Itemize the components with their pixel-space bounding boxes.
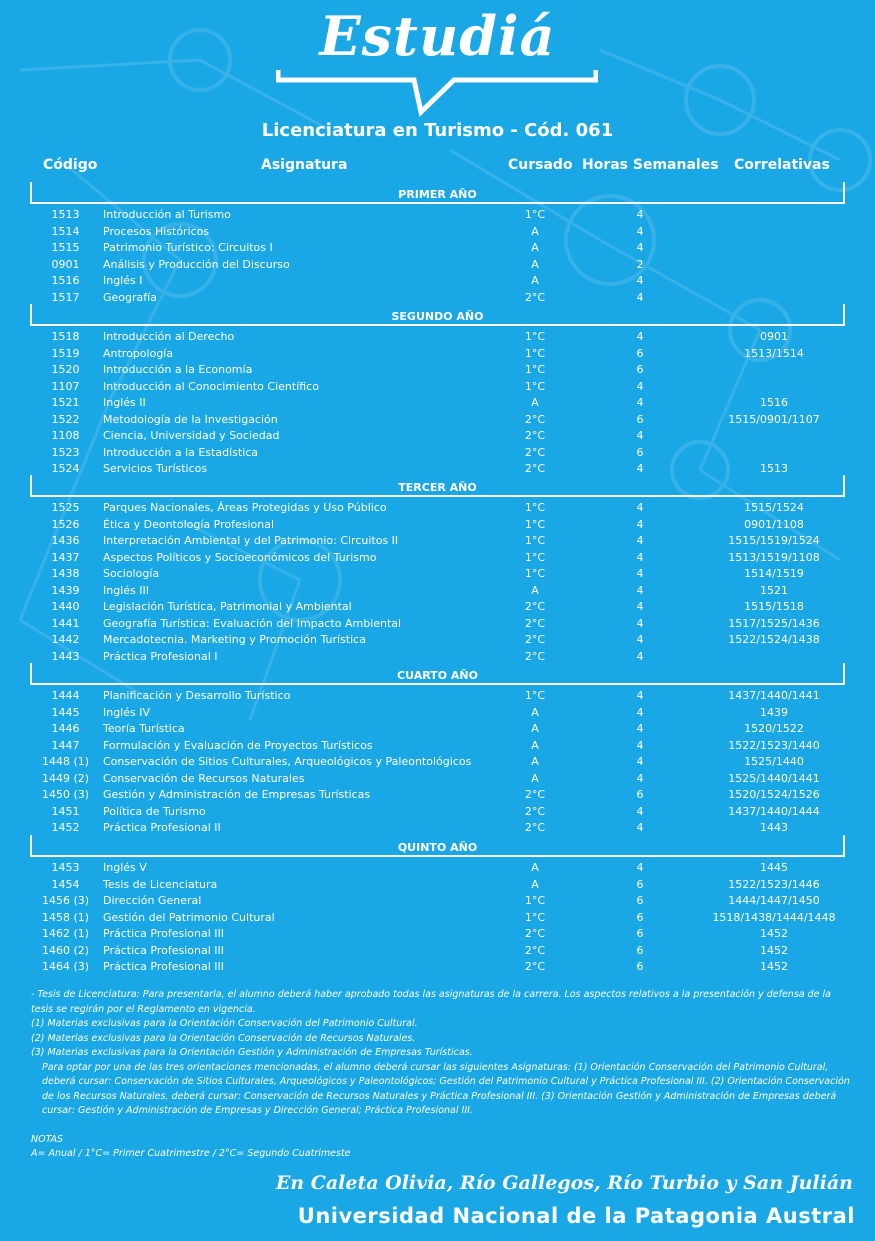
subject-cursado: A [531,771,539,785]
subject-cursado: 1°C [524,567,546,580]
subject-name: Inglés III [103,583,149,597]
table-row [0,739,875,755]
subject-hours: 6 [636,788,644,801]
subject-code: 1456 (3) [41,894,90,907]
subject-correlativas: 1445 [760,861,788,874]
subject-correlativas: 1514/1519 [744,567,804,580]
table-row [0,617,875,633]
subject-cursado: 2°C [524,290,546,304]
subject-code: 0901 [51,257,80,271]
subject-cursado: 2°C [524,960,546,973]
subject-code: 1513 [51,208,80,221]
subject-code: 1514 [51,224,80,238]
subject-hours: 4 [636,517,644,531]
subject-cursado: 2°C [524,462,546,475]
subject-cursado: 1°C [524,379,546,393]
subject-correlativas: 1520/1522 [744,722,804,735]
notes-title: NOTAS [31,1133,64,1145]
subject-correlativas: 1437/1440/1441 [728,689,820,702]
subject-correlativas: 1521 [760,583,788,597]
subject-name: Metodología de la Investigación [103,412,278,426]
table-row [0,208,875,224]
subject-name: Práctica Profesional III [103,927,225,940]
header-logo [0,0,875,120]
subject-code: 1524 [51,462,80,475]
subject-cursado: 1°C [524,208,546,221]
subject-name: Parques Nacionales, Áreas Protegidas y Uso Público [103,501,387,514]
subject-cursado: 2°C [524,600,546,613]
subject-correlativas: 0901 [760,330,788,343]
table-row [0,894,875,910]
table-row [0,927,875,943]
subject-code: 1515 [51,241,80,254]
subject-name: Introducción al Derecho [103,330,235,343]
table-row [0,944,875,960]
subject-hours: 4 [636,804,644,818]
subject-hours: 4 [636,738,644,752]
subject-name: Análisis y Producción del Discurso [103,257,290,271]
subject-hours: 6 [636,910,644,924]
subject-hours: 4 [636,379,644,393]
year-title: PRIMER AÑO [398,188,477,201]
table-row [0,722,875,738]
subject-cursado: A [531,738,539,752]
subject-name: Práctica Profesional I [103,649,218,663]
note-orientation: Para optar por una de las tres orientaciones mencionadas, el alumno deberá cursar las siguientes Asignaturas: (1) Orientación Conservación del Patrimonio Cultural, deberá cursar: Conservación de Sitios Culturales, Arqueológicos y Paleontológicos; Gestión del Patrimonio Cultural y Práctica Profesional III. (2) Orientación Conservación de los Recursos Naturales, deberá cursar: Conservación de Recursos Naturales y Práctica Profesional III. (3) Orientación Gestión y Administración de Empresas deberá cursar: Gestión y Administración de Empresas y Dirección General; Práctica Profesional III. [42,1061,850,1116]
subject-hours: 6 [636,943,644,957]
year-title: TERCER AÑO [398,481,477,494]
subject-correlativas: 1515/1524 [744,501,804,514]
subject-correlativas: 1513 [760,462,788,475]
subject-hours: 4 [636,722,644,735]
subject-name: Antropología [103,346,174,360]
subject-code: 1440 [51,600,80,613]
table-row [0,633,875,649]
subject-cursado: A [531,877,539,891]
subject-hours: 4 [636,705,644,719]
subject-name: Introducción al Turismo [103,208,231,221]
subject-name: Mercadotecnia. Marketing y Promoción Turística [103,633,366,646]
subject-name: Sociología [103,567,160,580]
subject-hours: 4 [636,241,644,254]
subject-code: 1453 [51,861,80,874]
subject-code: 1462 (1) [41,927,90,940]
subject-hours: 4 [636,208,644,221]
subject-name: Geografía [103,290,157,304]
subject-code: 1519 [51,346,80,360]
subject-hours: 6 [636,927,644,940]
subject-correlativas: 1513/1514 [744,346,804,360]
notes-legend: A= Anual / 1°C= Primer Cuatrimestre / 2°C= Segundo Cuatrimeste [31,1148,351,1159]
subject-correlativas: 1525/1440 [744,755,804,768]
subject-cursado: A [531,241,539,254]
subject-hours: 4 [636,330,644,343]
subject-hours: 4 [636,396,644,409]
table-row [0,446,875,462]
subject-cursado: 2°C [524,788,546,801]
subject-code: 1436 [51,534,80,547]
subject-hours: 4 [636,771,644,785]
subject-hours: 4 [636,755,644,768]
table-row [0,805,875,821]
subject-code: 1446 [51,722,80,735]
column-header-cursado: Cursado [508,157,573,173]
subject-code: 1442 [51,633,80,646]
subject-name: Interpretación Ambiental y del Patrimonio: Circuitos II [103,534,399,547]
subject-name: Aspectos Políticos y Socioeconómicos del Turismo [103,550,377,564]
subject-name: Tesis de Licenciatura [103,877,218,891]
subject-name: Gestión del Patrimonio Cultural [103,910,275,924]
column-header-hours: Horas Semanales [582,157,719,173]
subject-hours: 4 [636,534,644,547]
subject-cursado: A [531,705,539,719]
subject-code: 1451 [51,804,80,818]
subject-correlativas: 1518/1438/1444/1448 [712,910,836,924]
table-row [0,380,875,396]
subject-cursado: A [531,583,539,597]
table-row [0,258,875,274]
subject-name: Conservación de Sitios Culturales, Arqueológicos y Paleontológicos [103,755,472,768]
subject-cursado: A [531,224,539,238]
subject-code: 1452 [51,821,80,834]
subject-cursado: 2°C [524,804,546,818]
subject-name: Política de Turismo [103,804,206,818]
subject-code: 1518 [51,330,80,343]
subject-code: 1526 [51,517,80,531]
subject-code: 1521 [51,396,80,409]
subject-hours: 6 [636,412,644,426]
subject-name: Introducción al Conocimiento Científico [103,379,319,393]
note-3: (3) Materias exclusivas para la Orientación Gestión y Administración de Empresas Turísticas. [31,1047,473,1058]
subject-correlativas: 1516 [760,396,788,409]
subject-cursado: 1°C [524,550,546,564]
subject-hours: 4 [636,501,644,514]
subject-name: Inglés V [103,861,147,874]
subject-cursado: 1°C [524,346,546,360]
table-row [0,960,875,976]
table-row [0,600,875,616]
subject-name: Geografía Turística: Evaluación del Impacto Ambiental [103,616,402,630]
subject-code: 1517 [51,290,80,304]
column-header-correlativas: Correlativas [734,157,830,173]
subject-cursado: 1°C [524,517,546,531]
subject-correlativas: 1444/1447/1450 [728,894,820,907]
footer-university: Universidad Nacional de la Patagonia Austral [297,1204,855,1228]
table-row [0,347,875,363]
table-row [0,878,875,894]
subject-correlativas: 1437/1440/1444 [728,804,820,818]
note-2: (2) Materias exclusivas para la Orientación Conservación de Recursos Naturales. [31,1032,416,1044]
subject-hours: 4 [636,462,644,475]
subject-hours: 6 [636,445,644,459]
subject-code: 1464 (3) [41,960,90,973]
subject-code: 1523 [51,445,80,459]
table-row [0,772,875,788]
subject-code: 1516 [51,274,80,287]
subject-name: Introducción a la Economía [103,363,253,376]
subject-cursado: 2°C [524,943,546,957]
subject-cursado: A [531,396,539,409]
subject-name: Dirección General [103,894,202,907]
subject-code: 1520 [51,363,80,376]
subject-name: Conservación de Recursos Naturales [103,771,305,785]
subject-code: 1448 (1) [41,755,90,768]
subject-hours: 2 [636,257,644,271]
subject-correlativas: 1515/1518 [744,600,804,613]
table-row [0,755,875,771]
subject-name: Ética y Deontología Profesional [103,517,275,531]
table-row [0,330,875,346]
career-title: Licenciatura en Turismo - Cód. 061 [261,120,614,141]
subject-hours: 4 [636,600,644,613]
subject-correlativas: 1522/1523/1440 [728,738,820,752]
subject-hours: 6 [636,363,644,376]
subject-correlativas: 1439 [760,705,788,719]
subject-cursado: 2°C [524,633,546,646]
subject-correlativas: 1515/1519/1524 [728,534,820,547]
subject-correlativas: 1443 [760,821,788,834]
subject-cursado: A [531,257,539,271]
subject-code: 1108 [51,429,80,442]
subject-cursado: 1°C [524,894,546,907]
subject-code: 1450 (3) [41,788,90,801]
subject-cursado: 1°C [524,689,546,702]
subject-correlativas: 1452 [760,943,788,957]
subject-name: Gestión y Administración de Empresas Turísticas [103,788,371,801]
subject-cursado: 2°C [524,412,546,426]
subject-name: Planificación y Desarrollo Turístico [103,689,291,702]
subject-hours: 4 [636,689,644,702]
subject-cursado: 2°C [524,445,546,459]
subject-cursado: A [531,861,539,874]
subject-name: Práctica Profesional III [103,960,225,973]
table-row [0,551,875,567]
footer-cities: En Caleta Olivia, Río Gallegos, Río Turbio y San Julián [275,1172,853,1194]
subject-correlativas: 1452 [760,960,788,973]
subject-code: 1438 [51,567,80,580]
table-row [0,861,875,877]
subject-name: Formulación y Evaluación de Proyectos Turísticos [103,738,373,752]
subject-name: Introducción a la Estadística [103,445,259,459]
subject-hours: 4 [636,861,644,874]
subject-cursado: A [531,755,539,768]
table-row [0,689,875,705]
subject-correlativas: 0901/1108 [744,517,804,531]
note-thesis: - Tesis de Licenciatura: Para presentarla, el alumno deberá haber aprobado todas las asignaturas de la carrera. Los aspectos relativos a la presentación y defensa de la tesis se regirán por el Reglamento en vigencia. [31,989,831,1015]
subject-hours: 6 [636,960,644,973]
year-title: SEGUNDO AÑO [391,310,484,323]
subject-code: 1449 (2) [41,771,90,785]
table-row [0,225,875,241]
subject-correlativas: 1513/1519/1108 [728,550,820,564]
table-row [0,911,875,927]
notes-section [31,988,851,1162]
subject-hours: 6 [636,894,644,907]
subject-cursado: 1°C [524,534,546,547]
subject-correlativas: 1452 [760,927,788,940]
subject-name: Inglés IV [103,705,151,719]
subject-code: 1525 [51,501,80,514]
subject-code: 1443 [51,649,80,663]
subject-hours: 4 [636,550,644,564]
speech-bubble-icon [276,68,598,118]
table-row [0,396,875,412]
subject-code: 1460 (2) [41,943,90,957]
subject-hours: 4 [636,429,644,442]
table-row [0,788,875,804]
subject-hours: 4 [636,633,644,646]
subject-name: Procesos Históricos [103,224,210,238]
table-row [0,518,875,534]
subject-correlativas: 1525/1440/1441 [728,771,820,785]
subject-cursado: 2°C [524,429,546,442]
subject-cursado: 1°C [524,363,546,376]
table-row [0,534,875,550]
subject-correlativas: 1515/0901/1107 [728,412,820,426]
subject-cursado: 2°C [524,927,546,940]
logo-text: Estudiá [319,4,556,68]
subject-hours: 6 [636,346,644,360]
subject-hours: 4 [636,821,644,834]
subject-hours: 4 [636,649,644,663]
subject-name: Legislación Turística, Patrimonial y Ambiental [103,600,352,613]
subject-code: 1454 [51,877,80,891]
subject-cursado: A [531,274,539,287]
subject-correlativas: 1522/1524/1438 [728,633,820,646]
subject-hours: 4 [636,274,644,287]
table-row [0,706,875,722]
subject-name: Inglés II [103,396,146,409]
note-1: (1) Materias exclusivas para la Orientación Conservación del Patrimonio Cultural. [31,1018,418,1029]
subject-code: 1458 (1) [41,910,90,924]
subject-cursado: 1°C [524,501,546,514]
subject-hours: 6 [636,877,644,891]
subject-name: Ciencia, Universidad y Sociedad [103,429,280,442]
column-header-code: Código [43,157,98,173]
subject-cursado: 1°C [524,330,546,343]
subject-name: Servicios Turísticos [103,462,208,475]
subject-hours: 4 [636,616,644,630]
subject-hours: 4 [636,224,644,238]
subject-cursado: 2°C [524,649,546,663]
table-row [0,413,875,429]
subject-correlativas: 1517/1525/1436 [728,616,820,630]
table-row [0,241,875,257]
year-title: QUINTO AÑO [397,841,478,854]
subject-correlativas: 1520/1524/1526 [728,788,820,801]
subject-code: 1444 [51,689,80,702]
table-row [0,584,875,600]
subject-code: 1439 [51,583,80,597]
table-row [0,274,875,290]
subject-name: Teoría Turística [103,722,185,735]
column-header-subject: Asignatura [261,157,348,173]
subject-cursado: 1°C [524,910,546,924]
subject-cursado: A [531,722,539,735]
table-row [0,501,875,517]
subject-correlativas: 1522/1523/1446 [728,877,820,891]
table-row [0,363,875,379]
subject-code: 1522 [51,412,80,426]
subject-code: 1437 [51,550,80,564]
subject-code: 1447 [51,738,80,752]
subject-cursado: 2°C [524,821,546,834]
year-title: CUARTO AÑO [397,669,478,682]
subject-hours: 4 [636,583,644,597]
subject-code: 1107 [51,379,80,393]
subject-hours: 4 [636,567,644,580]
subject-name: Patrimonio Turístico: Circuitos I [103,241,273,254]
table-row [0,567,875,583]
table-row [0,429,875,445]
subject-hours: 4 [636,290,644,304]
subject-code: 1445 [51,705,80,719]
subject-name: Práctica Profesional III [103,943,225,957]
subject-cursado: 2°C [524,616,546,630]
subject-name: Inglés I [103,274,143,287]
subject-name: Práctica Profesional II [103,821,221,834]
subject-code: 1441 [51,616,80,630]
